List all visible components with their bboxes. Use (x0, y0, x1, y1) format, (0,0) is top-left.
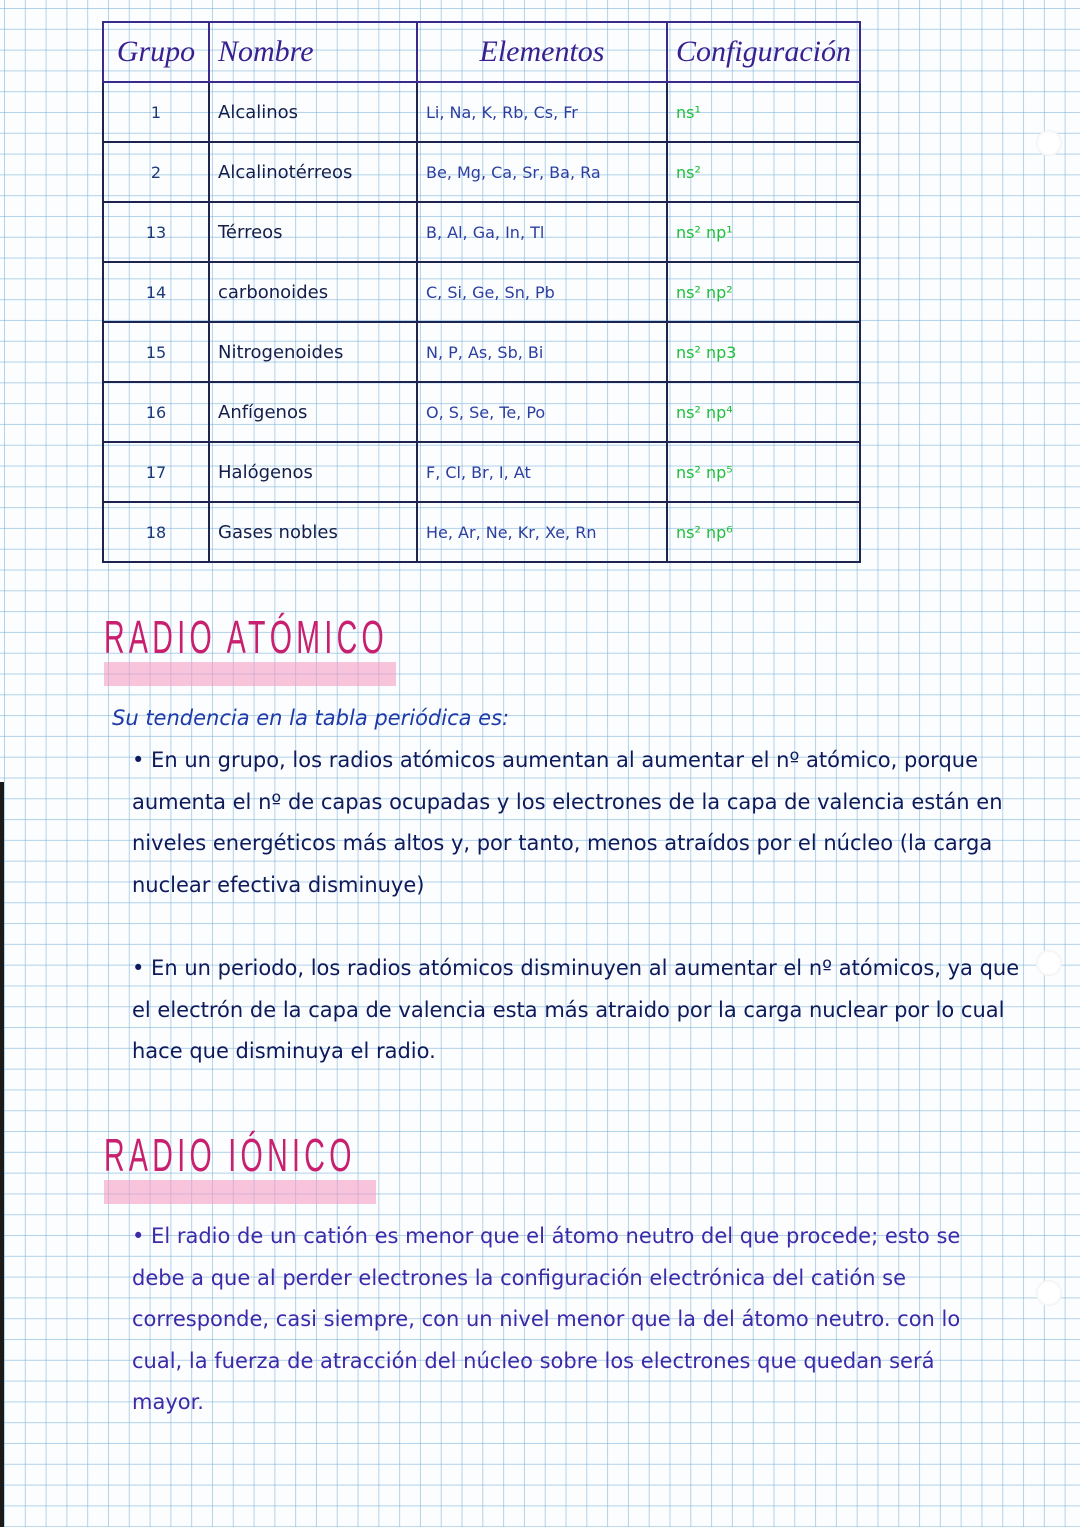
radio-atomico-bullet-grupo: • En un grupo, los radios atómicos aumentan al aumentar el nº atómico, porque aumenta el nº de capas ocupadas y los electrones de la capa de valencia están en niveles energéticos más altos y, por tanto, menos atraídos por el núcleo (la carga nuclear efectiva disminuye) (132, 748, 1003, 897)
cell-nombre: Gases nobles (209, 502, 417, 562)
cell-nombre: Alcalinotérreos (209, 142, 417, 202)
table-row (103, 202, 860, 262)
cell-elementos: B, Al, Ga, In, Tl (417, 202, 667, 262)
cell-elementos: C, Si, Ge, Sn, Pb (417, 262, 667, 322)
cell-grupo: 16 (103, 382, 209, 442)
cell-configuracion: ns² (667, 142, 860, 202)
cell-elementos: O, S, Se, Te, Po (417, 382, 667, 442)
header-elementos: Elementos (417, 22, 667, 82)
cell-nombre: Alcalinos (209, 82, 417, 142)
table-row (103, 442, 860, 502)
title-highlight (104, 1180, 376, 1204)
table-row (103, 262, 860, 322)
title-highlight (104, 662, 396, 686)
cell-grupo: 18 (103, 502, 209, 562)
cell-configuracion: ns² np² (667, 262, 860, 322)
cell-grupo: 13 (103, 202, 209, 262)
cell-configuracion: ns² np⁵ (667, 442, 860, 502)
table-header-row (103, 22, 860, 82)
cell-elementos: F, Cl, Br, I, At (417, 442, 667, 502)
cell-configuracion: ns² np3 (667, 322, 860, 382)
cell-configuracion: ns¹ (667, 82, 860, 142)
section-title-radio-ionico: RADIO IÓNICO (104, 1129, 356, 1181)
header-configuracion: Configuración (667, 22, 860, 82)
periodic-groups-table (102, 21, 861, 563)
table-row (103, 322, 860, 382)
page-left-edge (0, 782, 10, 1527)
cell-nombre: carbonoides (209, 262, 417, 322)
section-title-radio-atomico: RADIO ATÓMICO (104, 611, 389, 663)
cell-grupo: 1 (103, 82, 209, 142)
header-nombre: Nombre (209, 22, 417, 82)
cell-configuracion: ns² np⁴ (667, 382, 860, 442)
header-grupo: Grupo (103, 22, 209, 82)
cell-elementos: Be, Mg, Ca, Sr, Ba, Ra (417, 142, 667, 202)
cell-nombre: Anfígenos (209, 382, 417, 442)
cell-grupo: 2 (103, 142, 209, 202)
cell-configuracion: ns² np⁶ (667, 502, 860, 562)
binder-hole (1036, 1280, 1062, 1306)
radio-atomico-intro: Su tendencia en la tabla periódica es: (112, 706, 510, 730)
table-row (103, 82, 860, 142)
cell-nombre: Térreos (209, 202, 417, 262)
cell-grupo: 17 (103, 442, 209, 502)
radio-atomico-bullet-periodo: • En un periodo, los radios atómicos disminuyen al aumentar el nº atómicos, ya que el electrón de la capa de valencia esta más atraido por la carga nuclear por lo cual hace que disminuya el radio. (132, 956, 1020, 1064)
table-row (103, 502, 860, 562)
cell-nombre: Nitrogenoides (209, 322, 417, 382)
radio-ionico-bullet: • El radio de un catión es menor que el átomo neutro del que procede; esto se debe a que al perder electrones la configuración electrónica del catión se corresponde, casi siempre, con un nivel menor que la del átomo neutro. con lo cual, la fuerza de atracción del núcleo sobre los electrones que quedan será mayor. (132, 1224, 961, 1415)
table-row (103, 382, 860, 442)
cell-grupo: 15 (103, 322, 209, 382)
table-row (103, 142, 860, 202)
cell-elementos: N, P, As, Sb, Bi (417, 322, 667, 382)
cell-configuracion: ns² np¹ (667, 202, 860, 262)
binder-hole (1036, 950, 1062, 976)
binder-hole (1036, 130, 1062, 156)
cell-elementos: He, Ar, Ne, Kr, Xe, Rn (417, 502, 667, 562)
cell-nombre: Halógenos (209, 442, 417, 502)
cell-grupo: 14 (103, 262, 209, 322)
cell-elementos: Li, Na, K, Rb, Cs, Fr (417, 82, 667, 142)
